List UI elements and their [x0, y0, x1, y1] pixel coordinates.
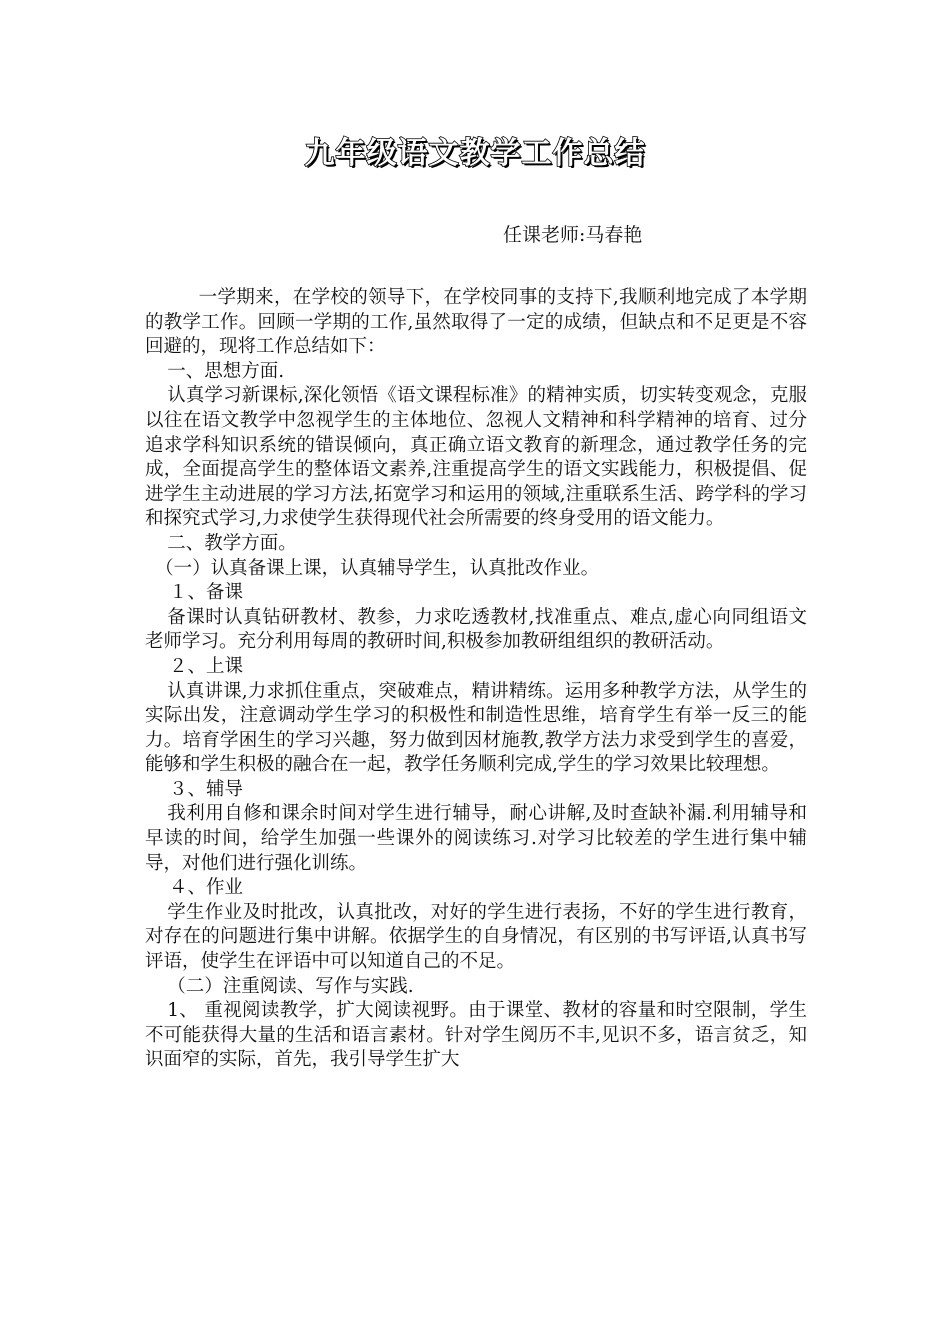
section-heading-teaching: 二、教学方面。: [167, 532, 297, 554]
document-body: [145, 286, 807, 1073]
subsection-heading-1: （一）认真备课上课，认真辅导学生，认真批改作业。: [155, 557, 600, 579]
subsection-heading-2: （二）注重阅读、写作与实践.: [167, 975, 414, 997]
document-title: 九年级语文教学工作总结: [304, 136, 646, 171]
intro-paragraph: 一学期来，在学校的领导下，在学校同事的支持下,我顺利地完成了本学期的教学工作。回顾一学期的工作,虽然取得了一定的成绩，但缺点和不足更是不容回避的，现将工作总结如下：: [145, 287, 807, 358]
item-heading-prepare: １、备课: [169, 582, 244, 604]
reading-paragraph: 1、 重视阅读教学，扩大阅读视野。由于课堂、教材的容量和时空限制，学生不可能获得大量的生活和语言素材。针对学生阅历不丰,见识不多，语言贫乏，知识面窄的实际，首先，我引导学生扩大: [145, 1000, 807, 1071]
item-heading-tutor: ３、辅导: [169, 778, 244, 800]
teacher-line: 任课老师:马春艳: [503, 224, 643, 246]
section-heading-thought: 一、思想方面.: [167, 360, 285, 382]
tutor-paragraph: 我利用自修和课余时间对学生进行辅导，耐心讲解,及时查缺补漏.利用辅导和早读的时间，给学生加强一些课外的阅读练习.对学习比较差的学生进行集中辅导，对他们进行强化训练。: [145, 803, 807, 874]
item-heading-class: ２、上课: [169, 655, 244, 677]
item-heading-homework: ４、作业: [169, 877, 244, 899]
homework-paragraph: 学生作业及时批改，认真批改，对好的学生进行表扬，不好的学生进行教育，对存在的问题进行集中讲解。依据学生的自身情况，有区别的书写评语,认真书写评语，使学生在评语中可以知道自己的不足。: [145, 901, 807, 973]
thought-paragraph: 认真学习新课标,深化领悟《语文课程标准》的精神实质，切实转变观念，克服以往在语文教学中忽视学生的主体地位、忽视人文精神和科学精神的培育、过分追求学科知识系统的错误倾向，真正确立语文教育的新理念，通过教学任务的完成，全面提高学生的整体语文素养,注重提高学生的语文实践能力，积极提倡、促进学生主动进展的学习方法,拓宽学习和运用的领域,注重联系生活、跨学科的学习和探究式学习,力求使学生获得现代社会所需要的终身受用的语文能力。: [145, 385, 807, 530]
class-paragraph: 认真讲课,力求抓住重点，突破难点，精讲精练。运用多种教学方法，从学生的实际出发，注意调动学生学习的积极性和制造性思维，培育学生有举一反三的能力。培育学困生的学习兴趣，努力做到因材施教,教学方法力求受到学生的喜爱，能够和学生积极的融合在一起，教学任务顺利完成,学生的学习效果比较理想。: [145, 680, 807, 776]
prepare-paragraph: 备课时认真钻研教材、教参，力求吃透教材,找准重点、难点,虚心向同组语文老师学习。充分利用每周的教研时间,积极参加教研组组织的教研活动。: [145, 606, 807, 653]
